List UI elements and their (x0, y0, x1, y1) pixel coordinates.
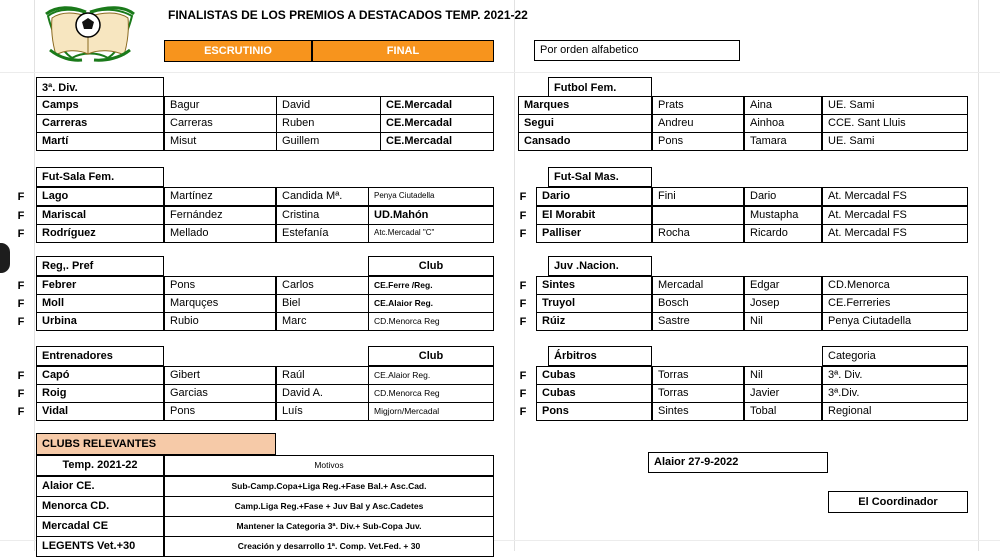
table-cell: Rodríguez (36, 224, 164, 243)
table-cell: Mantener la Categoria 3ª. Div.+ Sub-Copa Juv. (164, 516, 494, 537)
row-mark: F (17, 298, 25, 310)
row-mark: F (519, 370, 527, 382)
table-cell: CD.Menorca Reg (368, 312, 494, 331)
table-cell: Mellado (164, 224, 276, 243)
header-motivos: Motivos (164, 455, 494, 476)
table-cell: Estefanía (276, 224, 372, 243)
table-cell: Regional (822, 402, 968, 421)
table-cell: Rubio (164, 312, 276, 331)
table-cell: Cristina (276, 206, 372, 225)
table-cell: Guillem (276, 132, 384, 151)
section-label-futbol-fem: Futbol Fem. (548, 77, 652, 99)
row-mark: F (519, 388, 527, 400)
table-cell: Dario (744, 187, 822, 206)
signature-box: El Coordinador (828, 491, 968, 513)
table-cell: Torras (652, 366, 744, 385)
table-cell: Edgar (744, 276, 822, 295)
table-cell: 3ª.Div. (822, 384, 968, 403)
row-mark: F (17, 210, 25, 222)
table-cell: Marc (276, 312, 372, 331)
table-cell: Capó (36, 366, 164, 385)
section-label-futsala-fem: Fut-Sala Fem. (36, 167, 164, 187)
table-cell: David A. (276, 384, 372, 403)
row-mark: F (17, 280, 25, 292)
table-cell: Pons (652, 132, 744, 151)
table-cell: Mariscal (36, 206, 164, 225)
table-cell: Marquçes (164, 294, 276, 313)
table-cell: CE.Mercadal (380, 132, 494, 151)
table-cell: Lago (36, 187, 164, 206)
clubs-temp-label: Temp. 2021-22 (36, 455, 164, 476)
table-cell: At. Mercadal FS (822, 206, 968, 225)
table-cell: Gibert (164, 366, 276, 385)
table-cell (652, 206, 744, 225)
table-cell: Rúiz (536, 312, 652, 331)
table-cell: Aina (744, 96, 822, 115)
table-cell: Nil (744, 366, 822, 385)
section-label-juv-nacion: Juv .Nacion. (548, 256, 652, 276)
row-mark: F (519, 191, 527, 203)
table-cell: Sintes (536, 276, 652, 295)
table-cell: Biel (276, 294, 372, 313)
table-cell: At. Mercadal FS (822, 224, 968, 243)
row-mark: F (519, 280, 527, 292)
table-cell: Camp.Liga Reg.+Fase + Juv Bal y Asc.Cadetes (164, 496, 494, 517)
section-label-reg-pref: Reg,. Pref (36, 256, 164, 276)
table-cell: Carreras (36, 114, 164, 133)
table-cell: LEGENTS Vet.+30 (36, 536, 164, 557)
row-mark: F (519, 316, 527, 328)
table-cell: CE.Alaior Reg. (368, 294, 494, 313)
table-cell: Cubas (536, 366, 652, 385)
clubs-relevantes-header: CLUBS RELEVANTES (36, 433, 276, 455)
table-cell: Creación y desarrollo 1ª. Comp. Vet.Fed. + 30 (164, 536, 494, 557)
table-cell: Segui (518, 114, 652, 133)
table-cell: Misut (164, 132, 288, 151)
table-cell: Javier (744, 384, 822, 403)
table-cell: Ruben (276, 114, 384, 133)
table-cell: Nil (744, 312, 822, 331)
table-cell: Tobal (744, 402, 822, 421)
header-orden-alfabetico: Por orden alfabetico (534, 40, 740, 61)
table-cell: Palliser (536, 224, 652, 243)
table-cell: Martínez (164, 187, 276, 206)
table-cell: Pons (164, 402, 276, 421)
table-cell: Penya Ciutadella (368, 187, 494, 206)
table-cell: UD.Mahón (368, 206, 494, 225)
table-cell: Rocha (652, 224, 744, 243)
section-label-tercera-div: 3ª. Div. (36, 77, 164, 99)
table-cell: CE.Mercadal (380, 114, 494, 133)
row-mark: F (519, 228, 527, 240)
table-cell: Migjorn/Mercadal (368, 402, 494, 421)
table-cell: Atc.Mercadal "C" (368, 224, 494, 243)
table-cell: Roig (36, 384, 164, 403)
table-cell: CD.Menorca Reg (368, 384, 494, 403)
row-mark: F (519, 210, 527, 222)
table-cell: Dario (536, 187, 652, 206)
table-cell: Mercadal (652, 276, 744, 295)
table-cell: CE.Ferreries (822, 294, 968, 313)
row-mark: F (17, 370, 25, 382)
table-cell: 3ª. Div. (822, 366, 968, 385)
table-cell: Tamara (744, 132, 822, 151)
table-cell: El Morabit (536, 206, 652, 225)
header-categoria: Categoria (822, 346, 968, 366)
table-cell: Fernández (164, 206, 276, 225)
table-cell: Urbina (36, 312, 164, 331)
table-cell: Menorca CD. (36, 496, 164, 517)
table-cell: Pons (164, 276, 276, 295)
table-cell: CD.Menorca (822, 276, 968, 295)
row-mark: F (519, 298, 527, 310)
table-cell: Torras (652, 384, 744, 403)
row-mark: F (17, 406, 25, 418)
table-cell: Febrer (36, 276, 164, 295)
table-cell: Moll (36, 294, 164, 313)
table-cell: At. Mercadal FS (822, 187, 968, 206)
header-final: FINAL (312, 40, 494, 62)
date-box: Alaior 27-9-2022 (648, 452, 828, 473)
table-cell: CE.Ferre /Reg. (368, 276, 494, 295)
row-mark: F (519, 406, 527, 418)
row-mark: F (17, 228, 25, 240)
header-club-left: Club (368, 256, 494, 276)
grid-line (978, 0, 979, 551)
table-cell: CE.Mercadal (380, 96, 494, 115)
table-cell: Ainhoa (744, 114, 822, 133)
table-cell: Alaior CE. (36, 476, 164, 497)
table-cell: Prats (652, 96, 744, 115)
table-cell: Ricardo (744, 224, 822, 243)
table-cell: Mustapha (744, 206, 822, 225)
header-escrutinio: ESCRUTINIO (164, 40, 312, 62)
header-club-left-2: Club (368, 346, 494, 366)
row-mark: F (17, 191, 25, 203)
table-cell: UE. Sami (822, 96, 968, 115)
side-handle[interactable] (0, 243, 10, 273)
grid-line (0, 72, 1000, 73)
table-cell: Bagur (164, 96, 288, 115)
table-cell: Bosch (652, 294, 744, 313)
table-cell: Carreras (164, 114, 288, 133)
table-cell: Fini (652, 187, 744, 206)
table-cell: Raúl (276, 366, 372, 385)
table-cell: CCE. Sant Lluis (822, 114, 968, 133)
section-label-futsal-mas: Fut-Sal Mas. (548, 167, 652, 187)
table-cell: Pons (536, 402, 652, 421)
row-mark: F (17, 316, 25, 328)
table-cell: Josep (744, 294, 822, 313)
table-cell: David (276, 96, 384, 115)
federation-crest-icon (42, 6, 138, 64)
section-label-entrenadores: Entrenadores (36, 346, 164, 366)
table-cell: Truyol (536, 294, 652, 313)
section-label-arbitros: Árbitros (548, 346, 652, 366)
table-cell: Vidal (36, 402, 164, 421)
table-cell: Sastre (652, 312, 744, 331)
table-cell: UE. Sami (822, 132, 968, 151)
table-cell: Carlos (276, 276, 372, 295)
table-cell: Andreu (652, 114, 744, 133)
grid-line (34, 0, 35, 551)
table-cell: Sintes (652, 402, 744, 421)
table-cell: Camps (36, 96, 164, 115)
table-cell: Garcias (164, 384, 276, 403)
table-cell: Marques (518, 96, 652, 115)
table-cell: Sub-Camp.Copa+Liga Reg.+Fase Bal.+ Asc.Cad. (164, 476, 494, 497)
table-cell: Cansado (518, 132, 652, 151)
table-cell: Luís (276, 402, 372, 421)
table-cell: Cubas (536, 384, 652, 403)
row-mark: F (17, 388, 25, 400)
grid-line (514, 0, 515, 551)
table-cell: Mercadal CE (36, 516, 164, 537)
table-cell: Penya Ciutadella (822, 312, 968, 331)
table-cell: CE.Alaior Reg. (368, 366, 494, 385)
table-cell: Martí (36, 132, 164, 151)
table-cell: Candida Mª. (276, 187, 372, 206)
page-title: FINALISTAS DE LOS PREMIOS A DESTACADOS TEMP. 2021-22 (168, 8, 528, 22)
